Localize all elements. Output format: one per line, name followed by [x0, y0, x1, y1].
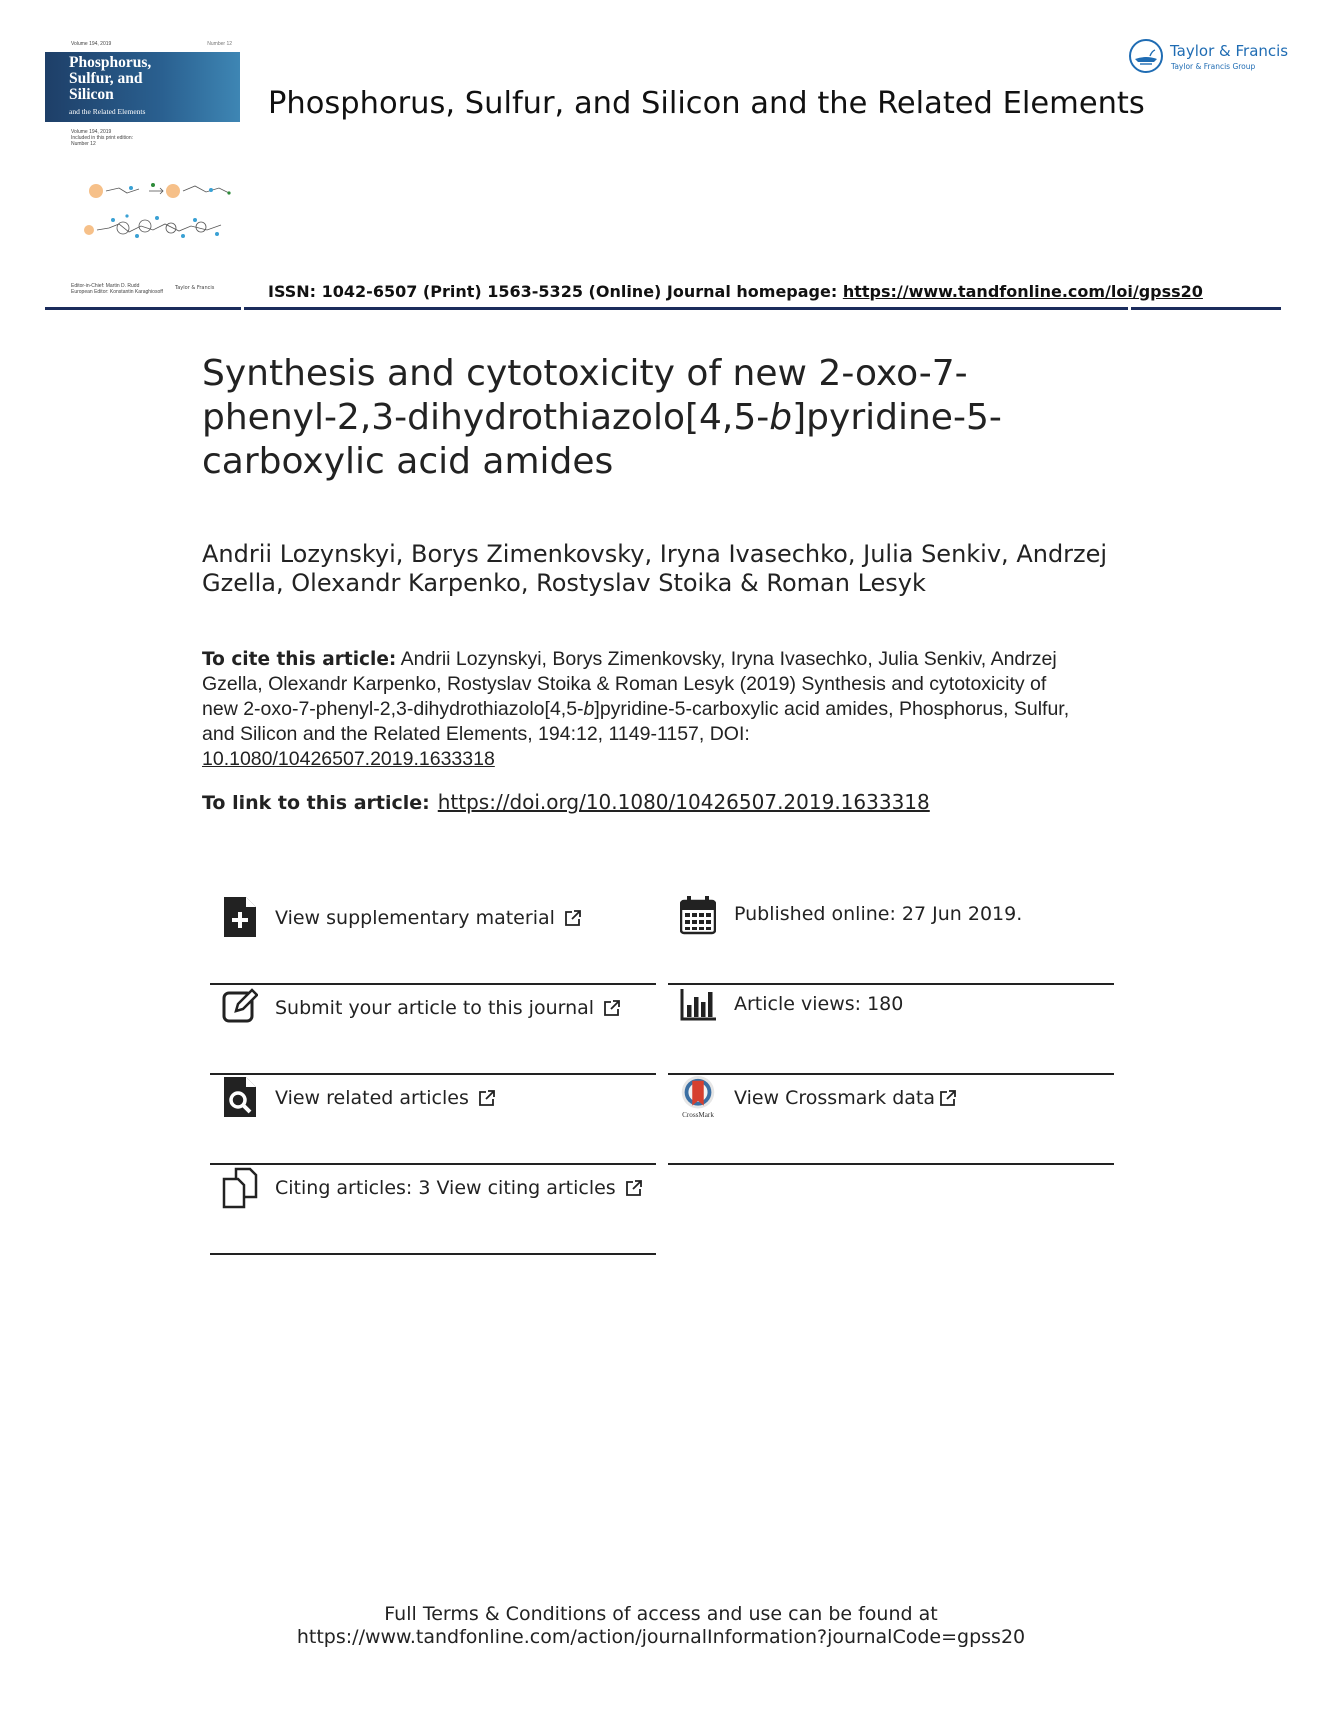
- external-link-icon: [625, 1179, 643, 1197]
- related-articles-row[interactable]: [210, 1075, 656, 1165]
- crossmark-row[interactable]: [668, 1075, 1114, 1165]
- cover-editors: Editor-in-Chief: Martin D. Rudd European Editor: Konstantin Karaghiosoff: [71, 283, 163, 295]
- external-link-icon: [939, 1089, 957, 1107]
- external-link-icon: [478, 1089, 496, 1107]
- article-views-count: Article views: 180: [734, 993, 904, 1015]
- footer-terms-link[interactable]: https://www.tandfonline.com/action/journalInformation?journalCode=gpss20: [296, 1626, 1026, 1648]
- publisher-brand: Taylor & Francis: [1170, 42, 1289, 60]
- bar-chart-icon: [680, 985, 716, 1029]
- footer-line1: Full Terms & Conditions of access and use can be found at: [384, 1603, 938, 1625]
- cite-text-part2: ]pyridine-5-carboxylic acid amides, Phosphorus, Sulfur, and Silicon and the Related Elements, 194:12, 1149-1157, DOI:: [202, 698, 1070, 745]
- cover-publisher: Taylor & Francis: [175, 285, 215, 291]
- journal-homepage-link[interactable]: https://www.tandfonline.com/loi/gpss20: [842, 282, 1203, 301]
- article-doi-link[interactable]: https://doi.org/10.1080/10426507.2019.1633318: [437, 790, 930, 814]
- supplementary-material-row[interactable]: [210, 895, 656, 985]
- submit-article-link[interactable]: Submit your article to this journal: [275, 997, 595, 1019]
- crossmark-logo-text: CrossMark: [682, 1111, 714, 1119]
- supplementary-material-link[interactable]: View supplementary material: [275, 907, 555, 929]
- published-online-date: Published online: 27 Jun 2019.: [734, 903, 1023, 925]
- issn-text: ISSN: 1042-6507 (Print) 1563-5325 (Online) Journal homepage:: [268, 282, 843, 301]
- search-document-icon: [222, 1075, 258, 1119]
- cover-volume-top: Volume 194, 2019: [71, 41, 112, 47]
- related-articles-link[interactable]: View related articles: [275, 1087, 469, 1109]
- link-to-article: [202, 790, 930, 814]
- journal-title: Phosphorus, Sulfur, and Silicon and the Related Elements: [268, 86, 1145, 121]
- cite-label: To cite this article:: [202, 649, 397, 670]
- copy-documents-icon: [222, 1165, 258, 1209]
- link-label: To link to this article:: [202, 792, 430, 814]
- row-divider: [210, 1253, 656, 1255]
- article-views-row: [668, 985, 1114, 1075]
- row-divider: [668, 1163, 1114, 1165]
- calendar-icon: [680, 895, 716, 939]
- article-authors: Andrii Lozynskyi, Borys Zimenkovsky, Iryna Ivasechko, Julia Senkiv, Andrzej Gzella, Olexandr Karpenko, Rostyslav Stoika & Roman Lesyk: [202, 540, 1108, 597]
- crossmark-data-link[interactable]: View Crossmark data: [734, 1087, 936, 1109]
- terms-footer: [0, 1603, 1322, 1649]
- cover-volume-info: Volume 194, 2019 Included in this print edition: Number 12: [71, 129, 133, 147]
- header-divider: [45, 307, 1281, 310]
- external-link-icon: [564, 909, 582, 927]
- external-link-icon: [603, 999, 621, 1017]
- citation-block: [202, 647, 1082, 772]
- cover-chemistry-illustration: [61, 176, 236, 286]
- taylor-francis-lamp-icon: [1128, 38, 1164, 74]
- article-title-part1: Synthesis and cytotoxicity of new 2-oxo-7-phenyl-2,3-dihydrothiazolo[4,5-: [202, 353, 968, 438]
- cite-text-part1: Andrii Lozynskyi, Borys Zimenkovsky, Iryna Ivasechko, Julia Senkiv, Andrzej Gzella, Olexandr Karpenko, Rostyslav Stoika & Roman Lesyk (2019) Synthesis and cytotoxicity of new 2-oxo-7-phenyl-2,3-dihydrothiazolo[4,5-: [202, 648, 1057, 720]
- cover-subtitle: and the Related Elements: [69, 107, 146, 116]
- cover-title: Phosphorus, Sulfur, and Silicon: [69, 54, 152, 103]
- edit-icon: [222, 985, 258, 1029]
- citing-articles-link[interactable]: Citing articles: 3 View citing articles: [275, 1177, 616, 1199]
- publisher-group: Taylor & Francis Group: [1171, 62, 1256, 71]
- published-online-row: [668, 895, 1114, 985]
- citing-articles-row[interactable]: [210, 1165, 656, 1255]
- article-title: [202, 352, 1102, 484]
- journal-cover-thumbnail[interactable]: [45, 36, 240, 296]
- submit-article-row[interactable]: [210, 985, 656, 1075]
- crossmark-logo-icon: [678, 1075, 718, 1119]
- cite-doi-link[interactable]: 10.1080/10426507.2019.1633318: [202, 748, 495, 770]
- cover-title-band: [45, 52, 240, 122]
- taylor-francis-logo[interactable]: [1128, 38, 1288, 78]
- issn-line: [268, 282, 1203, 301]
- file-plus-icon: [222, 895, 258, 939]
- cite-text-italic: b: [583, 698, 595, 720]
- article-title-italic: b: [769, 397, 793, 438]
- article-title-part2: ]pyridine-5-carboxylic acid amides: [202, 397, 1002, 482]
- cover-number-top: Number 12: [207, 41, 232, 47]
